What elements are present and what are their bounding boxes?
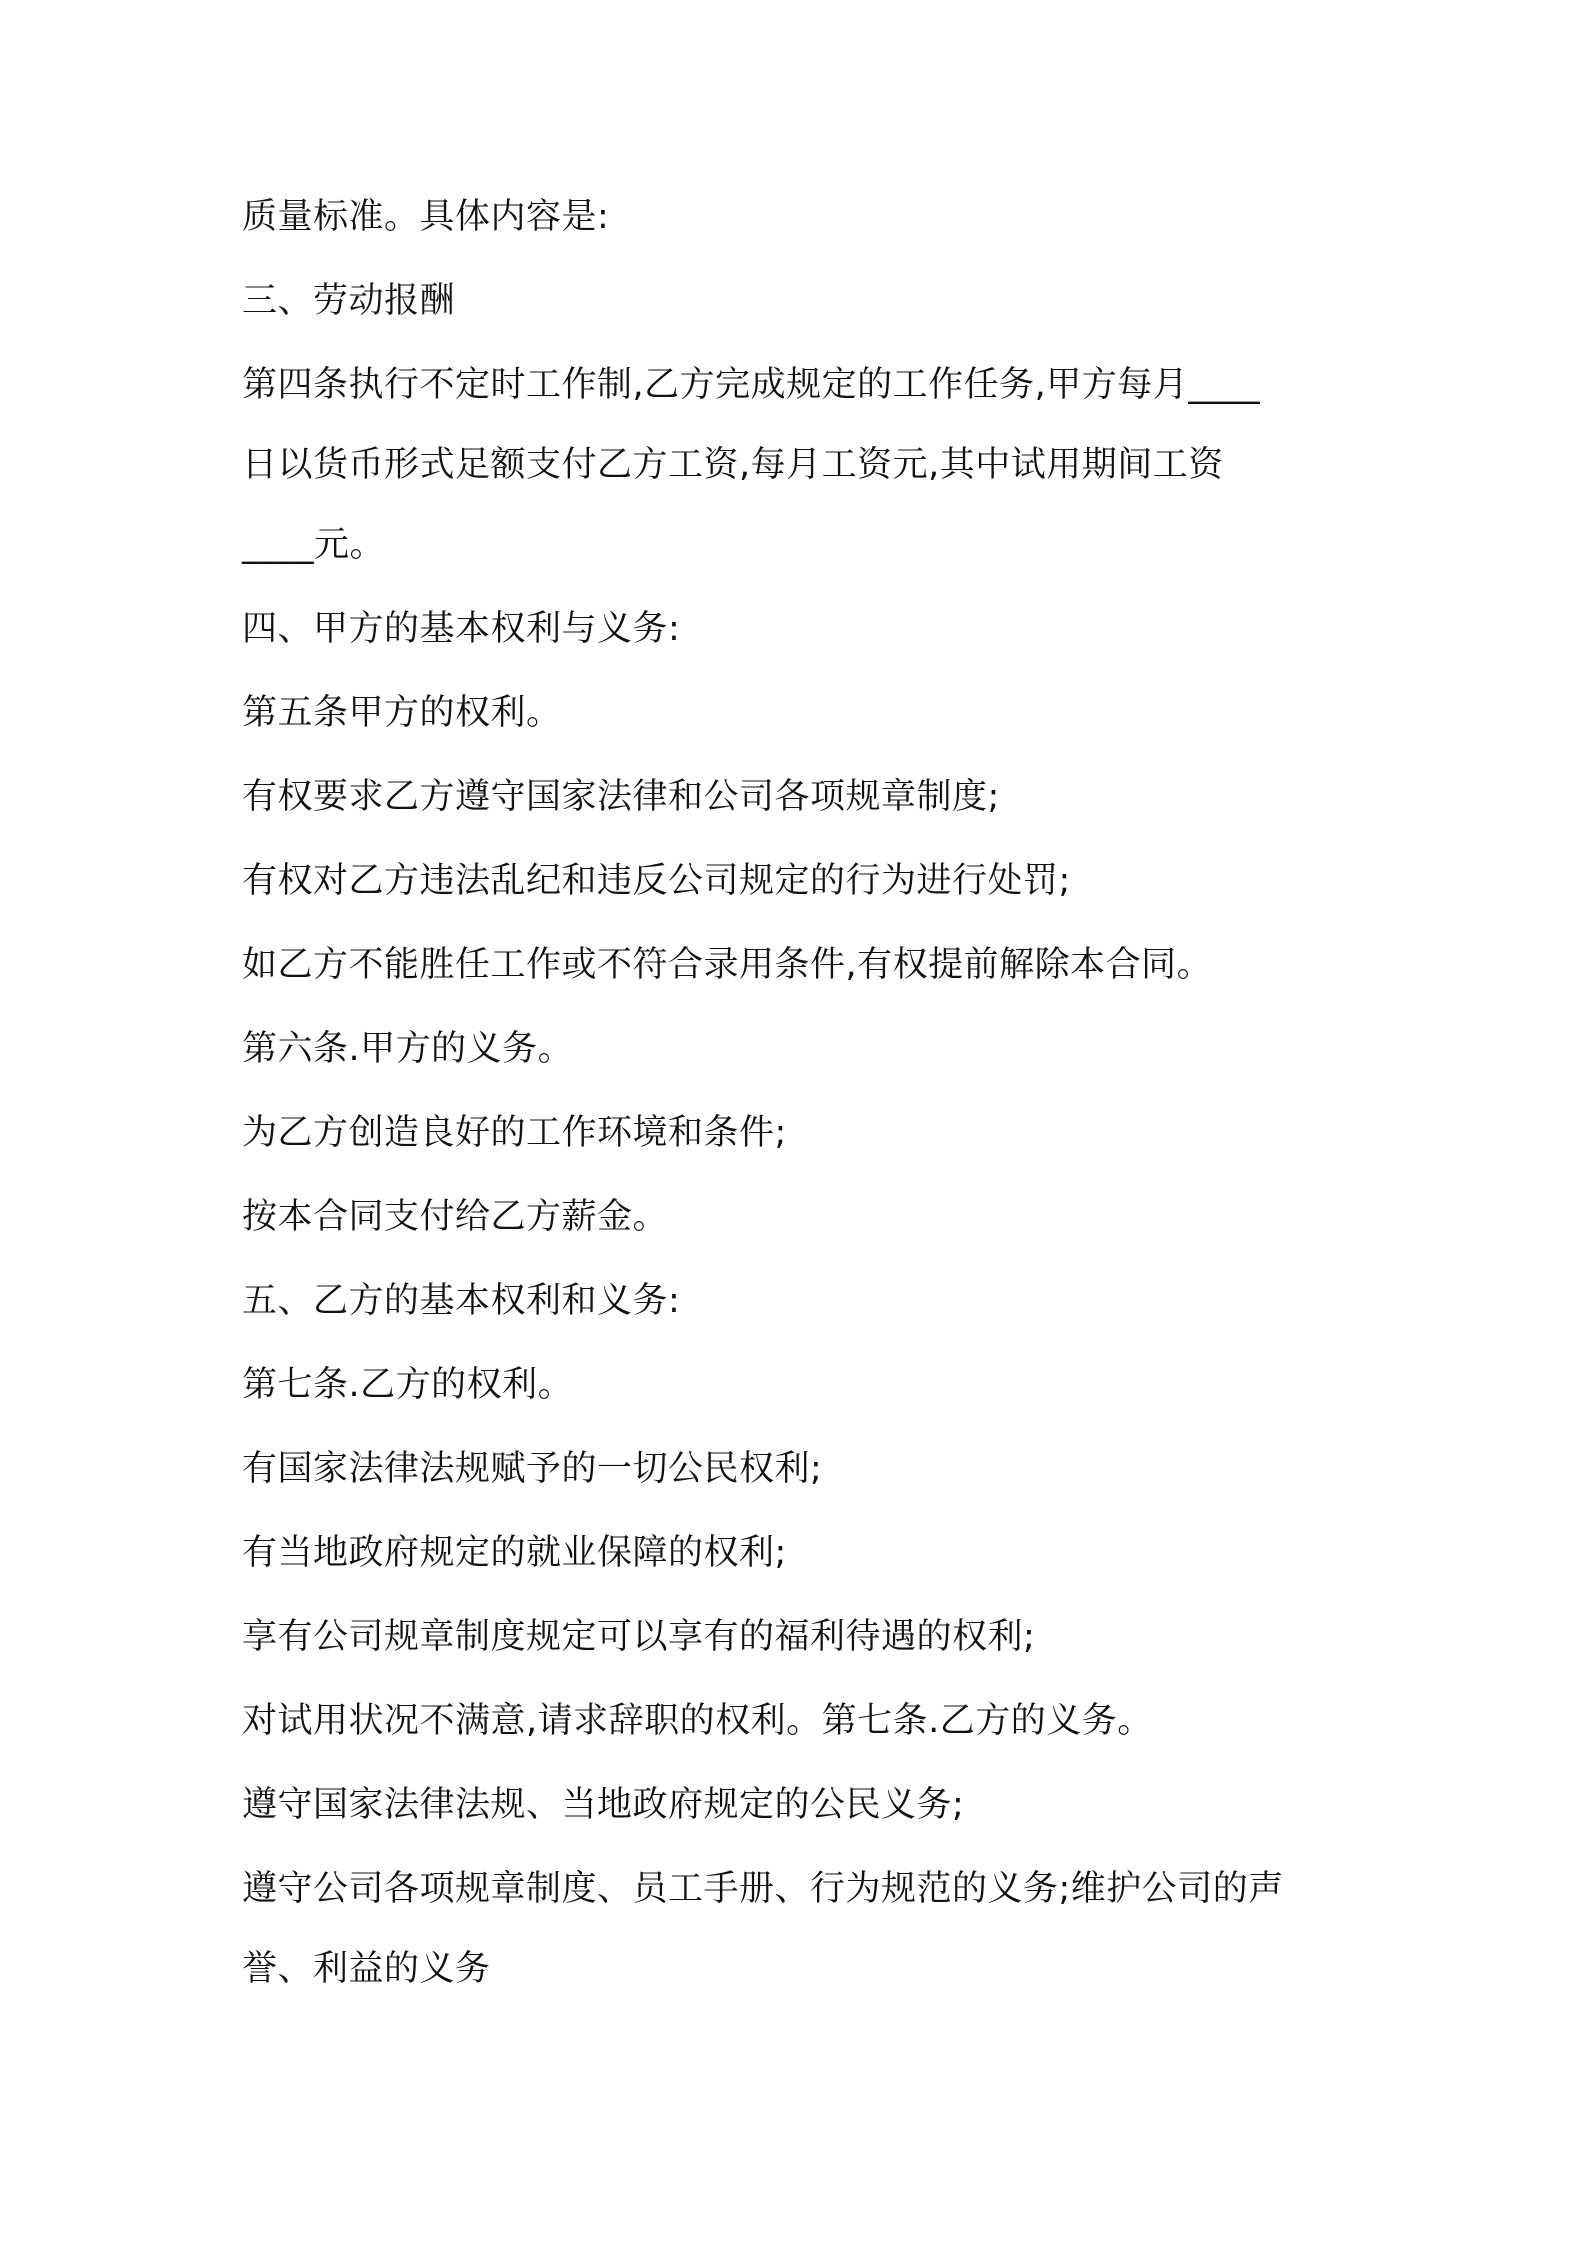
text-line: 如乙方不能胜任工作或不符合录用条件,有权提前解除本合同。 [242,945,1213,985]
clause-heading: 第七条.乙方的权利。 [242,1365,574,1405]
text-line: 质量标准。具体内容是: [242,197,610,237]
text-line: 有国家法律法规赋予的一切公民权利; [242,1449,823,1489]
section-heading: 三、劳动报酬 [242,281,456,321]
text-line: 日以货币形式足额支付乙方工资,每月工资元,其中试用期间工资 [242,445,1224,485]
clause-heading: 第五条甲方的权利。 [242,693,562,733]
text-line: ____元。 [242,525,386,565]
text-line: 有权对乙方违法乱纪和违反公司规定的行为进行处罚; [242,861,1071,901]
text-line: 为乙方创造良好的工作环境和条件; [242,1113,787,1153]
clause-heading: 第六条.甲方的义务。 [242,1029,574,1069]
text-line: 遵守国家法律法规、当地政府规定的公民义务; [242,1785,965,1825]
section-heading: 五、乙方的基本权利和义务: [242,1281,681,1321]
text-line: 誉、利益的义务 [242,1949,491,1989]
text-line: 遵守公司各项规章制度、员工手册、行为规范的义务;维护公司的声 [242,1869,1284,1909]
text-line: 第四条执行不定时工作制,乙方完成规定的工作任务,甲方每月____ [242,365,1261,405]
document-body [242,196,1362,2032]
text-line: 有权要求乙方遵守国家法律和公司各项规章制度; [242,777,1000,817]
text-line: 按本合同支付给乙方薪金。 [242,1197,669,1237]
text-line: 有当地政府规定的就业保障的权利; [242,1533,787,1573]
section-heading: 四、甲方的基本权利与义务: [242,609,681,649]
text-line: 对试用状况不满意,请求辞职的权利。第七条.乙方的义务。 [242,1701,1153,1741]
text-line: 享有公司规章制度规定可以享有的福利待遇的权利; [242,1617,1036,1657]
